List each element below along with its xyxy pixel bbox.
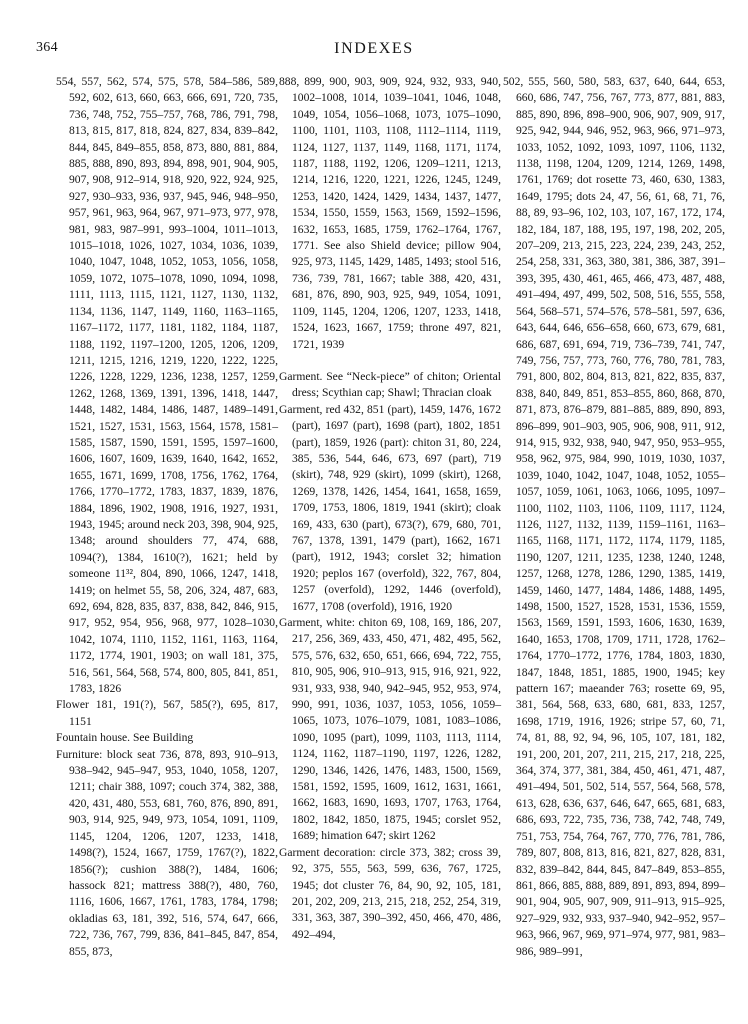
index-entry: Flower 181, 191(?), 567, 585(?), 695, 817, 1151 — [56, 698, 278, 728]
index-column-left — [56, 74, 278, 960]
index-entry: Furniture: block seat 736, 878, 893, 910–913, 938–942, 945–947, 953, 1040, 1058, 1207, 1211; chair 388, 1097; couch 374, 382, 388, 420, 431, 480, 553, 681, 760, 876, 890, 891, 903, 914, 925, 949, 973, 1054, 1091, 1109, 1145, 1204, 1206, 1207, 1233, 1418, 1498(?), 1524, 1667, 1759, 1767(?), 1822, 1856(?); cushion 388(?), 1484, 1606; hassock 821; mattress 388(?), 480, 760, 1116, 1606, 1667, 1761, 1783, 1784, 1798; okladias 63, 181, 392, 516, 574, 647, 666, 722, 736, 767, 799, 836, 841–845, 847, 854, 855, 873, — [56, 747, 278, 958]
running-title: INDEXES — [334, 40, 414, 57]
index-entry: 502, 555, 560, 580, 583, 637, 640, 644, 653, 660, 686, 747, 756, 767, 773, 877, 881, 883, 885, 890, 896, 898–900, 906, 907, 909, 917, 925, 942, 944, 946, 952, 963, 966, 971–973, 1033, 1052, 1092, 1093, 1097, 1106, 1132, 1138, 1198, 1204, 1209, 1214, 1269, 1498, 1761, 1769; dot rosette 73, 460, 630, 1383, 1649, 1795; dots 24, 47, 56, 61, 68, 71, 76, 88, 89, 93–96, 102, 103, 107, 167, 172, 174, 182, 184, 187, 188, 195, 197, 198, 202, 205, 207–209, 213, 215, 223, 224, 239, 243, 252, 254, 258, 331, 363, 380, 381, 386, 387, 391–393, 395, 430, 461, 465, 466, 473, 487, 488, 491–494, 497, 499, 502, 508, 516, 555, 558, 564, 568–571, 574–576, 578–581, 597, 636, 643, 644, 646, 656–658, 660, 673, 679, 681, 686, 687, 691, 694, 719, 736–739, 741, 747, 749, 756, 757, 773, 760, 776, 780, 781, 783, 791, 800, 802, 804, 813, 821, 822, 835, 837, 838, 840, 849, 851, 853–855, 860, 868, 870, 871, 873, 876–879, 881–885, 889, 890, 893, 896–899, 901–903, 905, 906, 908, 911, 912, 914, 915, 932, 938, 940, 947, 950, 953–955, 958, 962, 975, 984, 990, 1019, 1030, 1037, 1039, 1040, 1042, 1047, 1048, 1052, 1055–1057, 1059, 1061, 1063, 1066, 1095, 1097–1100, 1102, 1103, 1106, 1109, 1117, 1124, 1126, 1127, 1132, 1139, 1159–1161, 1163–1165, 1168, 1171, 1172, 1174, 1179, 1185, 1190, 1207, 1211, 1235, 1238, 1240, 1248, 1257, 1268, 1278, 1286, 1290, 1385, 1419, 1459, 1460, 1477, 1484, 1486, 1488, 1495, 1498, 1500, 1527, 1528, 1531, 1536, 1559, 1563, 1569, 1591, 1593, 1606, 1630, 1639, 1640, 1653, 1708, 1709, 1711, 1728, 1762–1764, 1770–1772, 1776, 1784, 1803, 1830, 1847, 1848, 1851, 1885, 1900, 1945; key pattern 167; maeander 763; rosette 69, 95, 381, 564, 568, 633, 680, 681, 833, 1257, 1698, 1719, 1916, 1926; stripe 57, 60, 71, 74, 81, 88, 92, 94, 96, 105, 107, 181, 182, 191, 200, 201, 207, 211, 215, 217, 218, 225, 364, 374, 377, 381, 384, 450, 461, 471, 487, 491–494, 501, 502, 514, 557, 564, 568, 578, 613, 628, 636, 637, 646, 647, 665, 681, 683, 686, 693, 722, 735, 736, 738, 742, 748, 749, 751, 753, 754, 764, 767, 770, 776, 781, 786, 789, 807, 808, 813, 816, 821, 827, 828, 831, 832, 839–842, 844, 845, 847–849, 853–855, 861, 866, 885, 888, 889, 891, 893, 894, 899–901, 904, 905, 907, 909, 911–913, 915–925, 927–929, 932, 933, 937–940, 942–952, 957–963, 966, 967, 969, 971–974, 977, 981, 983–986, 989–991, — [503, 75, 725, 958]
index-entry: 554, 557, 562, 574, 575, 578, 584–586, 589, 592, 602, 613, 660, 663, 666, 691, 720, 735, 736, 748, 752, 755–757, 768, 786, 791, 798, 813, 815, 817, 818, 824, 827, 834, 839–842, 844, 845, 849–855, 858, 873, 880, 881, 884, 885, 888, 890, 893, 894, 898, 901, 904, 905, 907, 908, 912–914, 918, 920, 922, 924, 925, 927, 930–933, 936, 937, 945, 946, 948–950, 957, 961, 963, 964, 967, 971–973, 977, 978, 981, 983, 987–991, 993–1004, 1011–1013, 1015–1018, 1026, 1027, 1034, 1036, 1039, 1040, 1047, 1048, 1052, 1053, 1056, 1058, 1059, 1072, 1075–1078, 1090, 1094, 1098, 1111, 1113, 1115, 1121, 1127, 1130, 1132, 1134, 1136, 1147, 1149, 1160, 1163–1165, 1167–1172, 1177, 1181, 1182, 1184, 1187, 1188, 1192, 1197–1200, 1205, 1206, 1209, 1211, 1215, 1216, 1219, 1220, 1222, 1225, 1226, 1228, 1229, 1236, 1238, 1257, 1259, 1262, 1268, 1369, 1391, 1396, 1418, 1447, 1448, 1482, 1484, 1486, 1487, 1489–1491, 1521, 1527, 1531, 1563, 1564, 1578, 1581–1585, 1587, 1590, 1591, 1595, 1597–1600, 1606, 1607, 1609, 1639, 1640, 1642, 1652, 1655, 1671, 1699, 1708, 1756, 1762, 1764, 1766, 1770–1772, 1783, 1837, 1839, 1876, 1884, 1896, 1902, 1908, 1916, 1927, 1931, 1943, 1945; around neck 203, 398, 904, 925, 1348; around shoulders 77, 474, 688, 1094(?), 1384, 1610(?), 1621; held by someone 11³², 804, 890, 1066, 1247, 1418, 1419; on helmet 55, 58, 206, 324, 487, 683, 692, 694, 828, 835, 837, 838, 842, 846, 915, 917, 952, 954, 956, 968, 977, 1028–1030, 1042, 1074, 1110, 1152, 1161, 1163, 1164, 1172, 1774, 1901, 1903; on wall 181, 375, 516, 561, 564, 568, 574, 800, 805, 841, 851, 1783, 1826 — [56, 75, 278, 696]
index-entry: 888, 899, 900, 903, 909, 924, 932, 933, 940, 1002–1008, 1014, 1039–1041, 1046, 1048, 1049, 1054, 1056–1068, 1073, 1075–1090, 1100, 1101, 1103, 1108, 1112–1114, 1119, 1124, 1127, 1137, 1149, 1168, 1171, 1174, 1187, 1188, 1192, 1206, 1209–1211, 1213, 1214, 1216, 1220, 1221, 1226, 1245, 1249, 1253, 1420, 1424, 1429, 1434, 1437, 1477, 1534, 1550, 1559, 1563, 1569, 1592–1596, 1632, 1653, 1685, 1759, 1762–1764, 1767, 1771. See also Shield device; pillow 904, 925, 973, 1145, 1429, 1485, 1493; stool 516, 736, 739, 781, 1667; table 388, 420, 431, 681, 876, 890, 903, 925, 949, 1054, 1091, 1109, 1145, 1204, 1206, 1207, 1233, 1418, 1524, 1623, 1667, 1759; throne 497, 821, 1721, 1939 — [279, 75, 501, 351]
index-entry: Fountain house. See Building — [56, 731, 194, 745]
index-entry: Garment decoration: circle 373, 382; cross 39, 92, 375, 555, 563, 599, 636, 767, 1725, 1945; dot cluster 76, 84, 90, 92, 105, 181, 201, 202, 209, 213, 215, 218, 252, 254, 319, 331, 363, 387, 390–392, 450, 466, 470, 486, 492–494, — [279, 845, 501, 941]
index-column-right — [503, 74, 725, 960]
index-entry: Garment, white: chiton 69, 108, 169, 186, 207, 217, 256, 369, 433, 450, 471, 482, 495, 562, 575, 576, 632, 650, 651, 666, 694, 722, 755, 810, 905, 906, 910–913, 915, 916, 921, 922, 931, 933, 938, 940, 942–945, 952, 953, 974, 990, 991, 1036, 1037, 1053, 1056, 1059–1065, 1073, 1076–1079, 1081, 1083–1086, 1090, 1095 (part), 1099, 1103, 1113, 1114, 1124, 1162, 1187–1190, 1197, 1226, 1282, 1290, 1346, 1426, 1476, 1483, 1500, 1569, 1581, 1592, 1595, 1609, 1612, 1631, 1661, 1662, 1683, 1690, 1693, 1707, 1763, 1764, 1802, 1842, 1850, 1875, 1945; corslet 952, 1689; himation 647; skirt 1262 — [279, 616, 501, 843]
index-column-middle — [279, 74, 501, 943]
index-entry: Garment, red 432, 851 (part), 1459, 1476, 1672 (part), 1697 (part), 1698 (part), 1802, 1851 (part), 1859, 1926 (part): chiton 31, 80, 224, 385, 536, 544, 646, 673, 697 (part), 719 (skirt), 748, 929 (skirt), 1099 (skirt), 1268, 1269, 1378, 1426, 1454, 1641, 1658, 1659, 1709, 1753, 1806, 1819, 1941 (skirt); cloak 169, 433, 630 (part), 673(?), 679, 680, 701, 767, 1378, 1391, 1479 (part), 1662, 1671 (part), 1912, 1943; corslet 32; himation 1920; peplos 167 (overfold), 322, 767, 804, 1257 (overfold), 1292, 1446 (overfold), 1677, 1708 (overfold), 1916, 1920 — [279, 402, 501, 613]
page-number: 364 — [36, 40, 58, 55]
index-entry: Garment. See “Neck-piece” of chiton; Oriental dress; Scythian cap; Shawl; Thracian cloak — [279, 369, 501, 400]
